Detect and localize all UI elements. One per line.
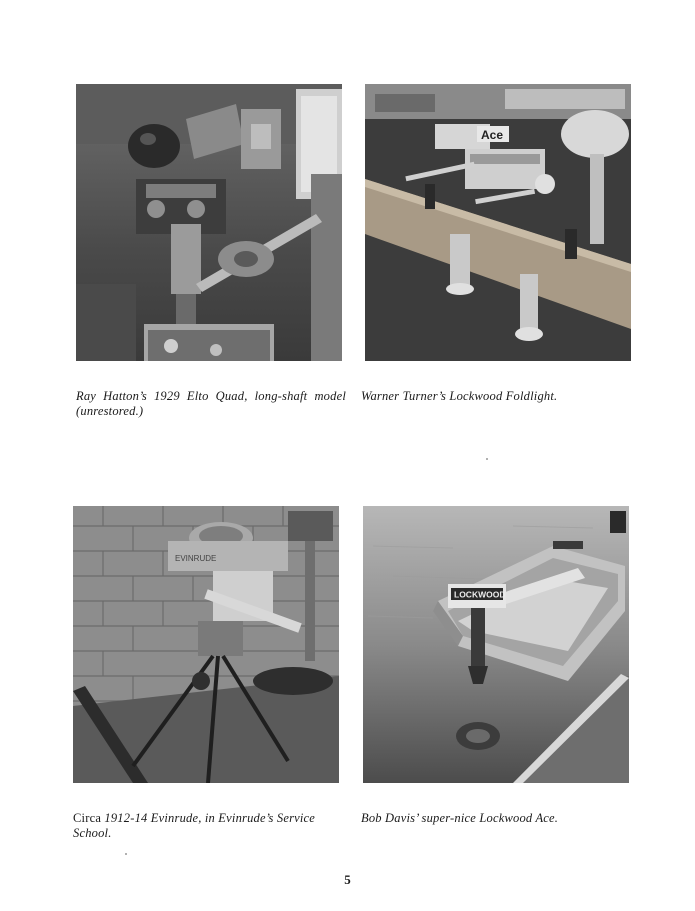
caption-elto-quad: Ray Hatton’s 1929 Elto Quad, long-shaft model (unrestored.) [76, 389, 346, 418]
lockwood-foldlight-display-photo [365, 84, 631, 361]
evinrude-stand-photo [73, 506, 339, 783]
caption-evinrude [73, 811, 343, 841]
print-speck [486, 458, 488, 460]
print-speck [125, 853, 127, 855]
ace-label [477, 126, 509, 142]
page-number: 5 [344, 872, 351, 887]
svg-text:EVINRUDE: EVINRUDE [175, 554, 217, 563]
lockwood-label [451, 588, 505, 600]
lockwood-ace-boat-photo [363, 506, 629, 783]
caption-lockwood-foldlight: Warner Turner’s Lockwood Foldlight. [361, 389, 558, 403]
caption-evinrude-italic: 1912-14 Evinrude, in Evinrude’s Service School. [73, 811, 316, 840]
caption-evinrude-prefix: Circa [73, 811, 105, 825]
caption-lockwood-ace: Bob Davis’ super-nice Lockwood Ace. [361, 811, 559, 825]
elto-quad-workshop-photo [76, 84, 342, 361]
evinrude-label [175, 554, 216, 563]
svg-text:Ace: Ace [481, 128, 504, 142]
svg-text:LOCKWOOD: LOCKWOOD [454, 589, 506, 600]
